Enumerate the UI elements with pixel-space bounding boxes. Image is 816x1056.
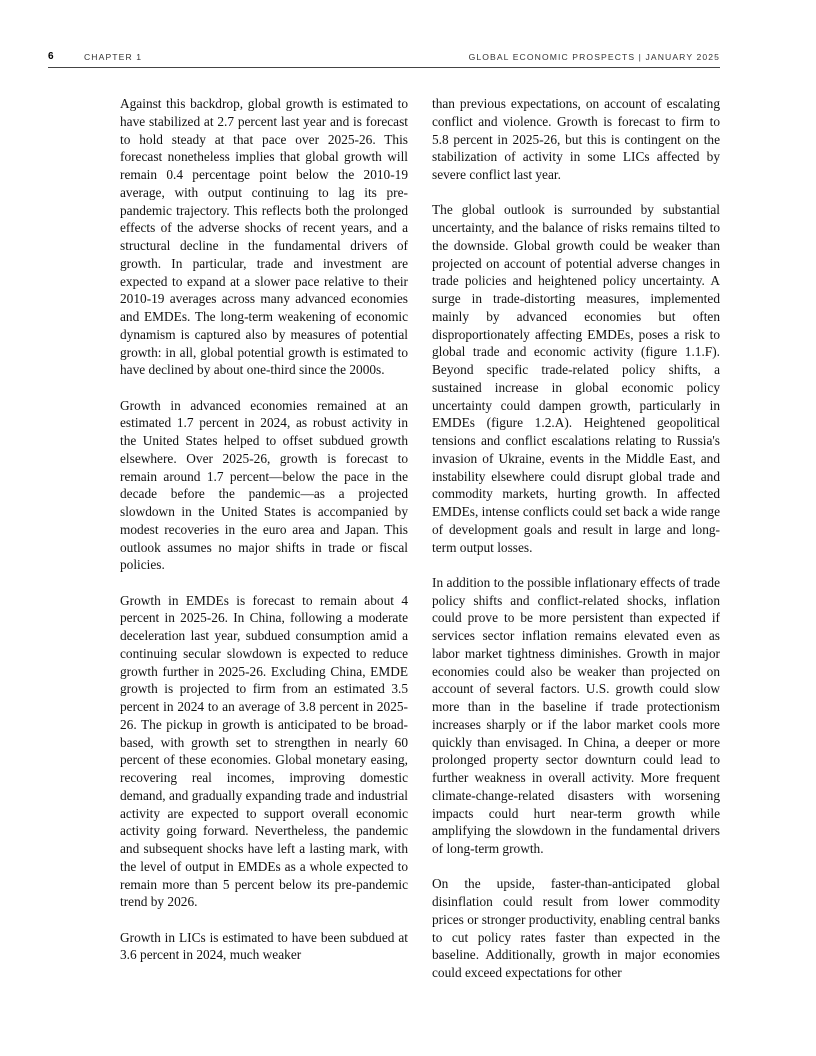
paragraph-emdes: Growth in EMDEs is forecast to remain about 4 percent in 2025-26. In China, following a moderate deceleration last year, subdued consumption amid a continuing secular slowdown is expected to reduce growth further in 2025-26. Excluding China, EMDE growth is projected to firm from an estimated 3.5 percent in 2024 to an average of 3.8 percent in 2025-26. The pickup in growth is anticipated to be broad-based, with growth set to strengthen in nearly 60 percent of these economies. Global monetary easing, recovering real incomes, improving domestic demand, and gradually expanding trade and industrial activity are expected to support overall economic activity going forward. Nevertheless, the pandemic and subsequent shocks have left a lasting mark, with the level of output in EMDEs as a whole expected to remain more than 5 percent below its pre-pandemic trend by 2026. <box>120 592 408 910</box>
paragraph-advanced-economies: Growth in advanced economies remained at an estimated 1.7 percent in 2024, as robust activity in the United States helped to offset subdued growth elsewhere. Over 2025-26, growth is forecast to remain around 1.7 percent—below the pace in the decade before the pandemic—as a projected slowdown in the United States is accompanied by modest recoveries in the euro area and Japan. This outlook assumes no major shifts in trade or fiscal policies. <box>120 397 408 573</box>
right-column <box>432 95 720 982</box>
paragraph-lics: Growth in LICs is estimated to have been subdued at 3.6 percent in 2024, much weaker <box>120 929 408 963</box>
paragraph-outlook-risks: The global outlook is surrounded by substantial uncertainty, and the balance of risks remains tilted to the downside. Global growth could be weaker than projected on account of potential adverse changes in trade policies and heightened policy uncertainty. A surge in trade-distorting measures, implemented mainly by advanced economies but often disproportionately affecting EMDEs, poses a risk to global trade and economic activity (figure 1.1.F). Beyond specific trade-related policy shifts, a sustained increase in global economic policy uncertainty could dampen growth, particularly in EMDEs (figure 1.2.A). Heightened geopolitical tensions and conflict escalations relating to Russia's invasion of Ukraine, events in the Middle East, and instability elsewhere could disrupt global trade and commodity markets, hurting growth. In affected EMDEs, intense conflicts could set back a wide range of development goals and result in large and long-term output losses. <box>432 202 720 555</box>
paragraph-upside-risks: On the upside, faster-than-anticipated global disinflation could result from lower commodity prices or stronger productivity, enabling central banks to cut policy rates faster than expected in the baseline. Additionally, growth in major economies could exceed expectations for other <box>432 876 720 980</box>
paragraph-inflation-risks: In addition to the possible inflationary effects of trade policy shifts and conflict-related shocks, inflation could prove to be more persistent than expected if services sector inflation remains elevated even as labor market tightness diminishes. Growth in major economies could also be weaker than projected on account of several factors. U.S. growth could slow more than in the baseline if trade protectionism increases sharply or if the labor market cools more quickly than envisaged. In China, a deeper or more prolonged property sector downturn could lead to further weakness in overall activity. More frequent climate-change-related disasters with worsening impacts could hurt near-term growth while amplifying the slowdown in the fundamental drivers of long-term growth. <box>432 574 720 856</box>
paragraph-lics-continued: than previous expectations, on account of escalating conflict and violence. Growth is forecast to firm to 5.8 percent in 2025-26, but this is contingent on the stabilization of activity in some LICs affected by severe conflict last year. <box>432 96 720 182</box>
header-divider <box>48 67 720 68</box>
chapter-label: CHAPTER 1 <box>84 52 143 62</box>
page-number: 6 <box>48 51 54 62</box>
publication-title: GLOBAL ECONOMIC PROSPECTS | JANUARY 2025 <box>468 52 720 62</box>
paragraph-global-growth: Against this backdrop, global growth is estimated to have stabilized at 2.7 percent last year and is forecast to hold steady at that pace over 2025-26. This forecast nonetheless implies that global growth will remain 0.4 percentage point below the 2010-19 average, with output continuing to lag its pre-pandemic trajectory. This reflects both the prolonged effects of the adverse shocks of recent years, and a structural decline in the fundamental drivers of growth. In particular, trade and investment are expected to expand at a slower pace relative to their 2010-19 averages across many advanced economies and EMDEs. The long-term weakening of economic dynamism is captured also by measures of potential growth: in all, global potential growth is estimated to have declined by about one-third since the 2000s. <box>120 96 408 378</box>
page-header <box>48 51 720 67</box>
left-column <box>120 95 408 964</box>
